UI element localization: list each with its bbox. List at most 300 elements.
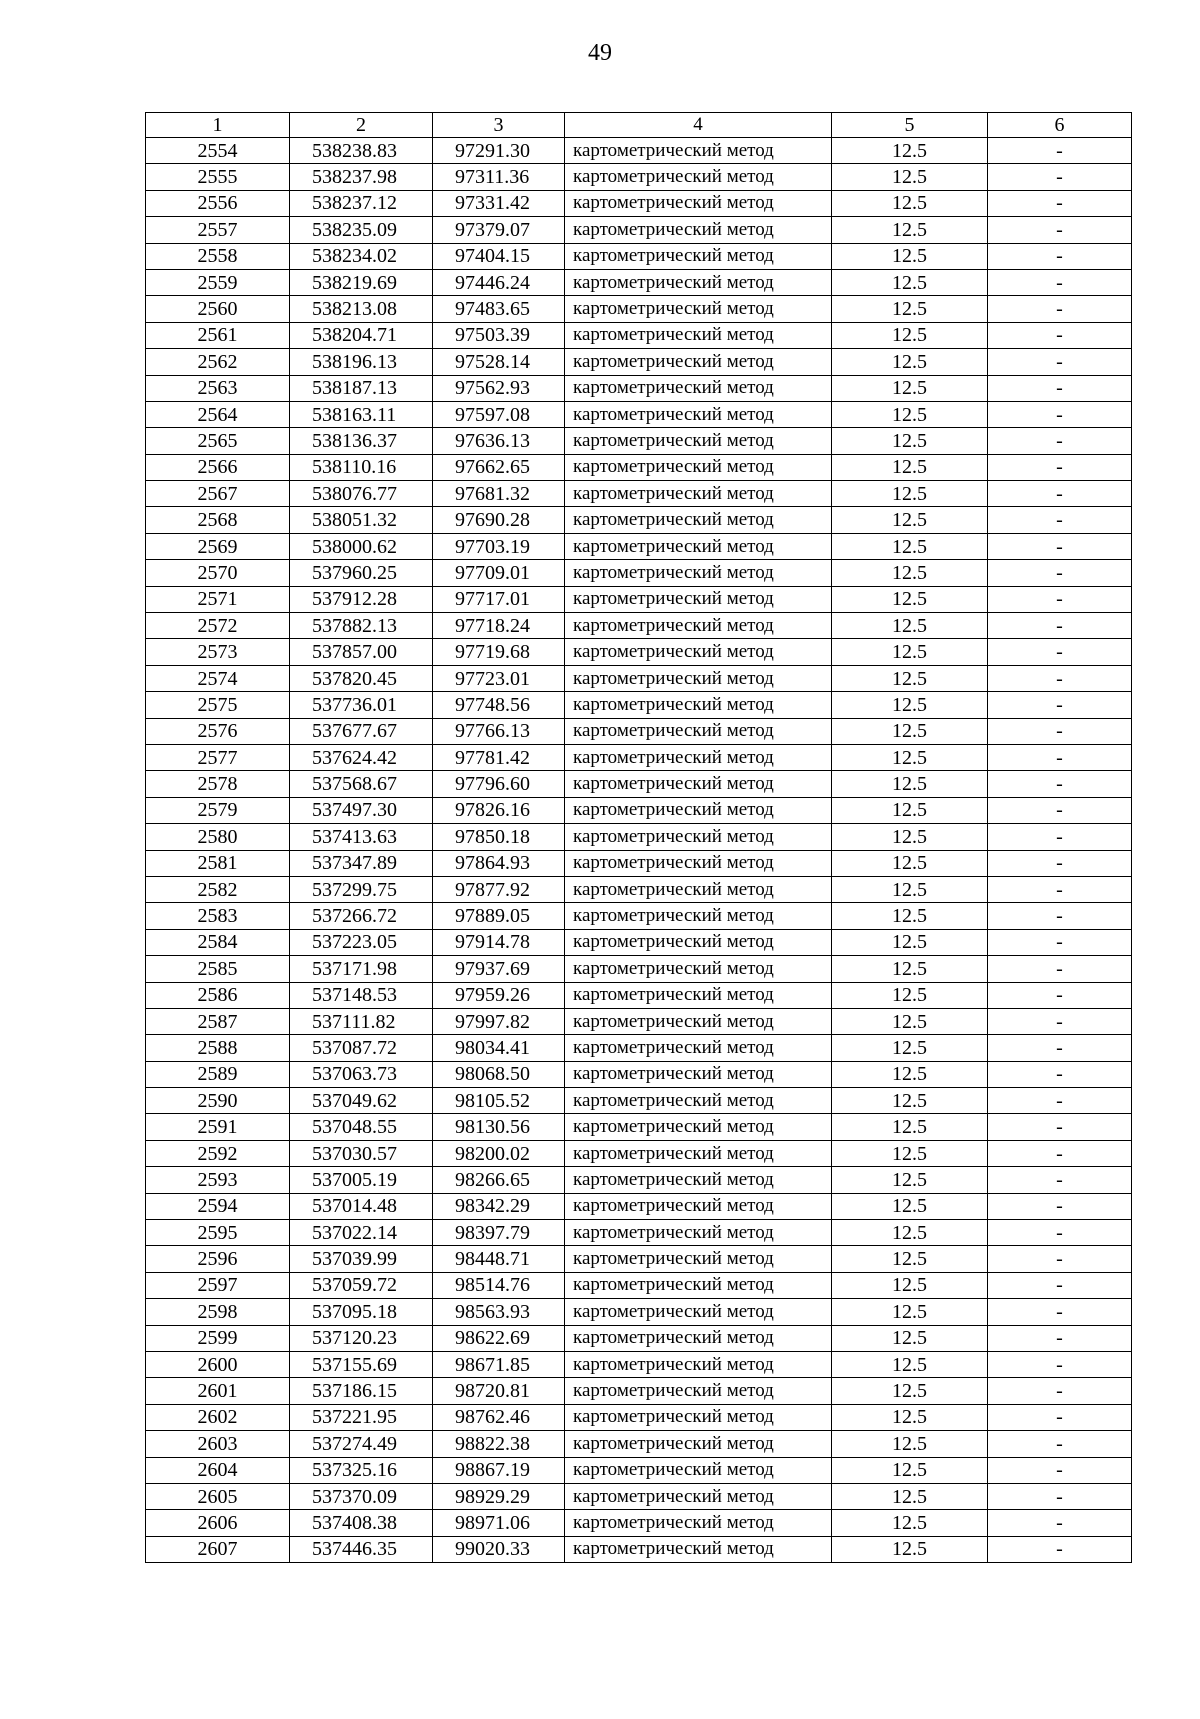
y-coordinate-cell: 98671.85 xyxy=(433,1351,565,1377)
x-coordinate-cell: 537274.49 xyxy=(290,1431,433,1457)
y-coordinate-cell: 97877.92 xyxy=(433,876,565,902)
x-coordinate-cell: 537095.18 xyxy=(290,1299,433,1325)
note-cell: - xyxy=(988,1008,1132,1034)
point-number-cell: 2581 xyxy=(146,850,290,876)
method-cell: картометрический метод xyxy=(565,1114,832,1140)
note-cell: - xyxy=(988,718,1132,744)
point-number-cell: 2586 xyxy=(146,982,290,1008)
point-number-cell: 2570 xyxy=(146,560,290,586)
accuracy-cell: 12.5 xyxy=(832,164,988,190)
method-cell: картометрический метод xyxy=(565,1246,832,1272)
method-cell: картометрический метод xyxy=(565,1325,832,1351)
y-coordinate-cell: 97636.13 xyxy=(433,428,565,454)
x-coordinate-cell: 537857.00 xyxy=(290,639,433,665)
y-coordinate-cell: 97331.42 xyxy=(433,190,565,216)
point-number-cell: 2599 xyxy=(146,1325,290,1351)
y-coordinate-cell: 97291.30 xyxy=(433,138,565,164)
x-coordinate-cell: 537049.62 xyxy=(290,1088,433,1114)
column-header-1: 1 xyxy=(146,113,290,138)
x-coordinate-cell: 537221.95 xyxy=(290,1404,433,1430)
table-row xyxy=(146,1088,1132,1114)
point-number-cell: 2556 xyxy=(146,190,290,216)
accuracy-cell: 12.5 xyxy=(832,1140,988,1166)
accuracy-cell: 12.5 xyxy=(832,903,988,929)
x-coordinate-cell: 537148.53 xyxy=(290,982,433,1008)
column-header-4: 4 xyxy=(565,113,832,138)
x-coordinate-cell: 538196.13 xyxy=(290,349,433,375)
point-number-cell: 2604 xyxy=(146,1457,290,1483)
note-cell: - xyxy=(988,1272,1132,1298)
point-number-cell: 2567 xyxy=(146,481,290,507)
point-number-cell: 2558 xyxy=(146,243,290,269)
point-number-cell: 2572 xyxy=(146,613,290,639)
note-cell: - xyxy=(988,1536,1132,1562)
point-number-cell: 2603 xyxy=(146,1431,290,1457)
table-body xyxy=(146,138,1132,1563)
note-cell: - xyxy=(988,1088,1132,1114)
y-coordinate-cell: 97681.32 xyxy=(433,481,565,507)
note-cell: - xyxy=(988,876,1132,902)
x-coordinate-cell: 538238.83 xyxy=(290,138,433,164)
point-number-cell: 2576 xyxy=(146,718,290,744)
x-coordinate-cell: 537446.35 xyxy=(290,1536,433,1562)
point-number-cell: 2560 xyxy=(146,296,290,322)
point-number-cell: 2563 xyxy=(146,375,290,401)
method-cell: картометрический метод xyxy=(565,375,832,401)
y-coordinate-cell: 97781.42 xyxy=(433,744,565,770)
y-coordinate-cell: 97796.60 xyxy=(433,771,565,797)
point-number-cell: 2598 xyxy=(146,1299,290,1325)
table-row xyxy=(146,1140,1132,1166)
y-coordinate-cell: 99020.33 xyxy=(433,1536,565,1562)
table-row xyxy=(146,217,1132,243)
table-row xyxy=(146,692,1132,718)
table-row xyxy=(146,876,1132,902)
point-number-cell: 2600 xyxy=(146,1351,290,1377)
table-row xyxy=(146,1431,1132,1457)
y-coordinate-cell: 97914.78 xyxy=(433,929,565,955)
accuracy-cell: 12.5 xyxy=(832,1272,988,1298)
note-cell: - xyxy=(988,1483,1132,1509)
table-row xyxy=(146,1325,1132,1351)
accuracy-cell: 12.5 xyxy=(832,929,988,955)
table-row xyxy=(146,850,1132,876)
table-row xyxy=(146,639,1132,665)
point-number-cell: 2580 xyxy=(146,824,290,850)
method-cell: картометрический метод xyxy=(565,401,832,427)
note-cell: - xyxy=(988,138,1132,164)
accuracy-cell: 12.5 xyxy=(832,639,988,665)
note-cell: - xyxy=(988,1061,1132,1087)
accuracy-cell: 12.5 xyxy=(832,454,988,480)
table-row xyxy=(146,349,1132,375)
method-cell: картометрический метод xyxy=(565,771,832,797)
y-coordinate-cell: 97597.08 xyxy=(433,401,565,427)
point-number-cell: 2585 xyxy=(146,956,290,982)
table-row xyxy=(146,190,1132,216)
x-coordinate-cell: 537497.30 xyxy=(290,797,433,823)
note-cell: - xyxy=(988,190,1132,216)
note-cell: - xyxy=(988,1140,1132,1166)
method-cell: картометрический метод xyxy=(565,1140,832,1166)
y-coordinate-cell: 97850.18 xyxy=(433,824,565,850)
point-number-cell: 2554 xyxy=(146,138,290,164)
method-cell: картометрический метод xyxy=(565,1299,832,1325)
table-row xyxy=(146,718,1132,744)
note-cell: - xyxy=(988,296,1132,322)
x-coordinate-cell: 538204.71 xyxy=(290,322,433,348)
x-coordinate-cell: 537820.45 xyxy=(290,665,433,691)
table-row xyxy=(146,613,1132,639)
accuracy-cell: 12.5 xyxy=(832,692,988,718)
x-coordinate-cell: 538234.02 xyxy=(290,243,433,269)
method-cell: картометрический метод xyxy=(565,665,832,691)
accuracy-cell: 12.5 xyxy=(832,1299,988,1325)
note-cell: - xyxy=(988,797,1132,823)
accuracy-cell: 12.5 xyxy=(832,1378,988,1404)
method-cell: картометрический метод xyxy=(565,1008,832,1034)
x-coordinate-cell: 538110.16 xyxy=(290,454,433,480)
y-coordinate-cell: 97703.19 xyxy=(433,533,565,559)
table-row xyxy=(146,243,1132,269)
point-number-cell: 2594 xyxy=(146,1193,290,1219)
y-coordinate-cell: 98130.56 xyxy=(433,1114,565,1140)
note-cell: - xyxy=(988,349,1132,375)
note-cell: - xyxy=(988,1325,1132,1351)
accuracy-cell: 12.5 xyxy=(832,1246,988,1272)
method-cell: картометрический метод xyxy=(565,718,832,744)
y-coordinate-cell: 98822.38 xyxy=(433,1431,565,1457)
method-cell: картометрический метод xyxy=(565,1378,832,1404)
point-number-cell: 2605 xyxy=(146,1483,290,1509)
x-coordinate-cell: 538219.69 xyxy=(290,269,433,295)
note-cell: - xyxy=(988,1510,1132,1536)
y-coordinate-cell: 97311.36 xyxy=(433,164,565,190)
method-cell: картометрический метод xyxy=(565,744,832,770)
accuracy-cell: 12.5 xyxy=(832,1088,988,1114)
note-cell: - xyxy=(988,1167,1132,1193)
method-cell: картометрический метод xyxy=(565,507,832,533)
x-coordinate-cell: 537005.19 xyxy=(290,1167,433,1193)
point-number-cell: 2569 xyxy=(146,533,290,559)
point-number-cell: 2582 xyxy=(146,876,290,902)
x-coordinate-cell: 537299.75 xyxy=(290,876,433,902)
point-number-cell: 2571 xyxy=(146,586,290,612)
table-row xyxy=(146,560,1132,586)
x-coordinate-cell: 537111.82 xyxy=(290,1008,433,1034)
x-coordinate-cell: 537882.13 xyxy=(290,613,433,639)
accuracy-cell: 12.5 xyxy=(832,269,988,295)
accuracy-cell: 12.5 xyxy=(832,797,988,823)
table-row xyxy=(146,1220,1132,1246)
note-cell: - xyxy=(988,586,1132,612)
point-number-cell: 2557 xyxy=(146,217,290,243)
point-number-cell: 2602 xyxy=(146,1404,290,1430)
y-coordinate-cell: 97718.24 xyxy=(433,613,565,639)
note-cell: - xyxy=(988,613,1132,639)
point-number-cell: 2574 xyxy=(146,665,290,691)
x-coordinate-cell: 537171.98 xyxy=(290,956,433,982)
method-cell: картометрический метод xyxy=(565,903,832,929)
method-cell: картометрический метод xyxy=(565,1483,832,1509)
accuracy-cell: 12.5 xyxy=(832,560,988,586)
method-cell: картометрический метод xyxy=(565,560,832,586)
y-coordinate-cell: 97483.65 xyxy=(433,296,565,322)
x-coordinate-cell: 538076.77 xyxy=(290,481,433,507)
point-number-cell: 2559 xyxy=(146,269,290,295)
y-coordinate-cell: 97446.24 xyxy=(433,269,565,295)
y-coordinate-cell: 97690.28 xyxy=(433,507,565,533)
x-coordinate-cell: 537014.48 xyxy=(290,1193,433,1219)
y-coordinate-cell: 98929.29 xyxy=(433,1483,565,1509)
point-number-cell: 2607 xyxy=(146,1536,290,1562)
point-number-cell: 2579 xyxy=(146,797,290,823)
table-row xyxy=(146,375,1132,401)
accuracy-cell: 12.5 xyxy=(832,1167,988,1193)
table-row xyxy=(146,824,1132,850)
table-row xyxy=(146,322,1132,348)
point-number-cell: 2597 xyxy=(146,1272,290,1298)
point-number-cell: 2573 xyxy=(146,639,290,665)
method-cell: картометрический метод xyxy=(565,428,832,454)
method-cell: картометрический метод xyxy=(565,322,832,348)
note-cell: - xyxy=(988,850,1132,876)
y-coordinate-cell: 98105.52 xyxy=(433,1088,565,1114)
method-cell: картометрический метод xyxy=(565,797,832,823)
table-row xyxy=(146,1193,1132,1219)
note-cell: - xyxy=(988,903,1132,929)
y-coordinate-cell: 97379.07 xyxy=(433,217,565,243)
table-row xyxy=(146,138,1132,164)
column-header-3: 3 xyxy=(433,113,565,138)
method-cell: картометрический метод xyxy=(565,586,832,612)
accuracy-cell: 12.5 xyxy=(832,1404,988,1430)
y-coordinate-cell: 98068.50 xyxy=(433,1061,565,1087)
x-coordinate-cell: 537266.72 xyxy=(290,903,433,929)
note-cell: - xyxy=(988,824,1132,850)
method-cell: картометрический метод xyxy=(565,1035,832,1061)
method-cell: картометрический метод xyxy=(565,481,832,507)
method-cell: картометрический метод xyxy=(565,296,832,322)
point-number-cell: 2588 xyxy=(146,1035,290,1061)
note-cell: - xyxy=(988,1404,1132,1430)
point-number-cell: 2584 xyxy=(146,929,290,955)
accuracy-cell: 12.5 xyxy=(832,243,988,269)
method-cell: картометрический метод xyxy=(565,824,832,850)
y-coordinate-cell: 98762.46 xyxy=(433,1404,565,1430)
table-row xyxy=(146,1114,1132,1140)
table-row xyxy=(146,929,1132,955)
note-cell: - xyxy=(988,1193,1132,1219)
table-row xyxy=(146,1510,1132,1536)
note-cell: - xyxy=(988,929,1132,955)
table-header-row xyxy=(146,113,1132,138)
point-number-cell: 2592 xyxy=(146,1140,290,1166)
accuracy-cell: 12.5 xyxy=(832,1483,988,1509)
y-coordinate-cell: 97723.01 xyxy=(433,665,565,691)
y-coordinate-cell: 97748.56 xyxy=(433,692,565,718)
table-row xyxy=(146,401,1132,427)
method-cell: картометрический метод xyxy=(565,1510,832,1536)
method-cell: картометрический метод xyxy=(565,1404,832,1430)
x-coordinate-cell: 538235.09 xyxy=(290,217,433,243)
accuracy-cell: 12.5 xyxy=(832,1431,988,1457)
point-number-cell: 2562 xyxy=(146,349,290,375)
x-coordinate-cell: 537155.69 xyxy=(290,1351,433,1377)
accuracy-cell: 12.5 xyxy=(832,1114,988,1140)
y-coordinate-cell: 97937.69 xyxy=(433,956,565,982)
method-cell: картометрический метод xyxy=(565,1351,832,1377)
method-cell: картометрический метод xyxy=(565,613,832,639)
point-number-cell: 2565 xyxy=(146,428,290,454)
x-coordinate-cell: 537039.99 xyxy=(290,1246,433,1272)
accuracy-cell: 12.5 xyxy=(832,744,988,770)
accuracy-cell: 12.5 xyxy=(832,322,988,348)
method-cell: картометрический метод xyxy=(565,269,832,295)
point-number-cell: 2593 xyxy=(146,1167,290,1193)
note-cell: - xyxy=(988,1378,1132,1404)
table-row xyxy=(146,1457,1132,1483)
y-coordinate-cell: 97766.13 xyxy=(433,718,565,744)
table-row xyxy=(146,1404,1132,1430)
accuracy-cell: 12.5 xyxy=(832,1457,988,1483)
x-coordinate-cell: 537370.09 xyxy=(290,1483,433,1509)
table-row xyxy=(146,428,1132,454)
point-number-cell: 2568 xyxy=(146,507,290,533)
note-cell: - xyxy=(988,269,1132,295)
x-coordinate-cell: 537048.55 xyxy=(290,1114,433,1140)
table-row xyxy=(146,533,1132,559)
method-cell: картометрический метод xyxy=(565,876,832,902)
y-coordinate-cell: 97709.01 xyxy=(433,560,565,586)
note-cell: - xyxy=(988,428,1132,454)
method-cell: картометрический метод xyxy=(565,692,832,718)
method-cell: картометрический метод xyxy=(565,850,832,876)
method-cell: картометрический метод xyxy=(565,349,832,375)
accuracy-cell: 12.5 xyxy=(832,1193,988,1219)
y-coordinate-cell: 98034.41 xyxy=(433,1035,565,1061)
note-cell: - xyxy=(988,164,1132,190)
x-coordinate-cell: 538136.37 xyxy=(290,428,433,454)
page-number: 49 xyxy=(588,40,612,66)
table-row xyxy=(146,269,1132,295)
method-cell: картометрический метод xyxy=(565,1536,832,1562)
y-coordinate-cell: 98514.76 xyxy=(433,1272,565,1298)
accuracy-cell: 12.5 xyxy=(832,956,988,982)
column-header-6: 6 xyxy=(988,113,1132,138)
accuracy-cell: 12.5 xyxy=(832,982,988,1008)
accuracy-cell: 12.5 xyxy=(832,401,988,427)
table-row xyxy=(146,1299,1132,1325)
x-coordinate-cell: 537960.25 xyxy=(290,560,433,586)
note-cell: - xyxy=(988,744,1132,770)
accuracy-cell: 12.5 xyxy=(832,613,988,639)
y-coordinate-cell: 98200.02 xyxy=(433,1140,565,1166)
table-row xyxy=(146,507,1132,533)
point-number-cell: 2561 xyxy=(146,322,290,348)
x-coordinate-cell: 537022.14 xyxy=(290,1220,433,1246)
x-coordinate-cell: 537408.38 xyxy=(290,1510,433,1536)
accuracy-cell: 12.5 xyxy=(832,533,988,559)
y-coordinate-cell: 97997.82 xyxy=(433,1008,565,1034)
table-row xyxy=(146,1167,1132,1193)
method-cell: картометрический метод xyxy=(565,982,832,1008)
method-cell: картометрический метод xyxy=(565,454,832,480)
y-coordinate-cell: 97889.05 xyxy=(433,903,565,929)
table-row xyxy=(146,1008,1132,1034)
note-cell: - xyxy=(988,507,1132,533)
note-cell: - xyxy=(988,639,1132,665)
accuracy-cell: 12.5 xyxy=(832,586,988,612)
note-cell: - xyxy=(988,956,1132,982)
y-coordinate-cell: 98867.19 xyxy=(433,1457,565,1483)
table-row xyxy=(146,1351,1132,1377)
accuracy-cell: 12.5 xyxy=(832,1008,988,1034)
x-coordinate-cell: 538051.32 xyxy=(290,507,433,533)
y-coordinate-cell: 98397.79 xyxy=(433,1220,565,1246)
table-row xyxy=(146,771,1132,797)
table-row xyxy=(146,797,1132,823)
x-coordinate-cell: 537030.57 xyxy=(290,1140,433,1166)
coordinates-table xyxy=(145,112,1132,1563)
method-cell: картометрический метод xyxy=(565,1220,832,1246)
accuracy-cell: 12.5 xyxy=(832,375,988,401)
method-cell: картометрический метод xyxy=(565,1431,832,1457)
y-coordinate-cell: 98622.69 xyxy=(433,1325,565,1351)
x-coordinate-cell: 537677.67 xyxy=(290,718,433,744)
method-cell: картометрический метод xyxy=(565,1088,832,1114)
accuracy-cell: 12.5 xyxy=(832,1536,988,1562)
point-number-cell: 2583 xyxy=(146,903,290,929)
x-coordinate-cell: 537325.16 xyxy=(290,1457,433,1483)
x-coordinate-cell: 537223.05 xyxy=(290,929,433,955)
method-cell: картометрический метод xyxy=(565,533,832,559)
point-number-cell: 2564 xyxy=(146,401,290,427)
x-coordinate-cell: 537087.72 xyxy=(290,1035,433,1061)
point-number-cell: 2596 xyxy=(146,1246,290,1272)
method-cell: картометрический метод xyxy=(565,1167,832,1193)
point-number-cell: 2601 xyxy=(146,1378,290,1404)
point-number-cell: 2578 xyxy=(146,771,290,797)
y-coordinate-cell: 98448.71 xyxy=(433,1246,565,1272)
table-row xyxy=(146,586,1132,612)
x-coordinate-cell: 537063.73 xyxy=(290,1061,433,1087)
method-cell: картометрический метод xyxy=(565,190,832,216)
accuracy-cell: 12.5 xyxy=(832,850,988,876)
note-cell: - xyxy=(988,665,1132,691)
y-coordinate-cell: 98342.29 xyxy=(433,1193,565,1219)
x-coordinate-cell: 538237.12 xyxy=(290,190,433,216)
note-cell: - xyxy=(988,982,1132,1008)
method-cell: картометрический метод xyxy=(565,1457,832,1483)
point-number-cell: 2555 xyxy=(146,164,290,190)
method-cell: картометрический метод xyxy=(565,1193,832,1219)
note-cell: - xyxy=(988,771,1132,797)
x-coordinate-cell: 538213.08 xyxy=(290,296,433,322)
point-number-cell: 2606 xyxy=(146,1510,290,1536)
method-cell: картометрический метод xyxy=(565,138,832,164)
accuracy-cell: 12.5 xyxy=(832,824,988,850)
table-row xyxy=(146,454,1132,480)
point-number-cell: 2587 xyxy=(146,1008,290,1034)
x-coordinate-cell: 537568.67 xyxy=(290,771,433,797)
table-row xyxy=(146,481,1132,507)
note-cell: - xyxy=(988,1457,1132,1483)
method-cell: картометрический метод xyxy=(565,1272,832,1298)
note-cell: - xyxy=(988,1035,1132,1061)
x-coordinate-cell: 537059.72 xyxy=(290,1272,433,1298)
y-coordinate-cell: 97528.14 xyxy=(433,349,565,375)
